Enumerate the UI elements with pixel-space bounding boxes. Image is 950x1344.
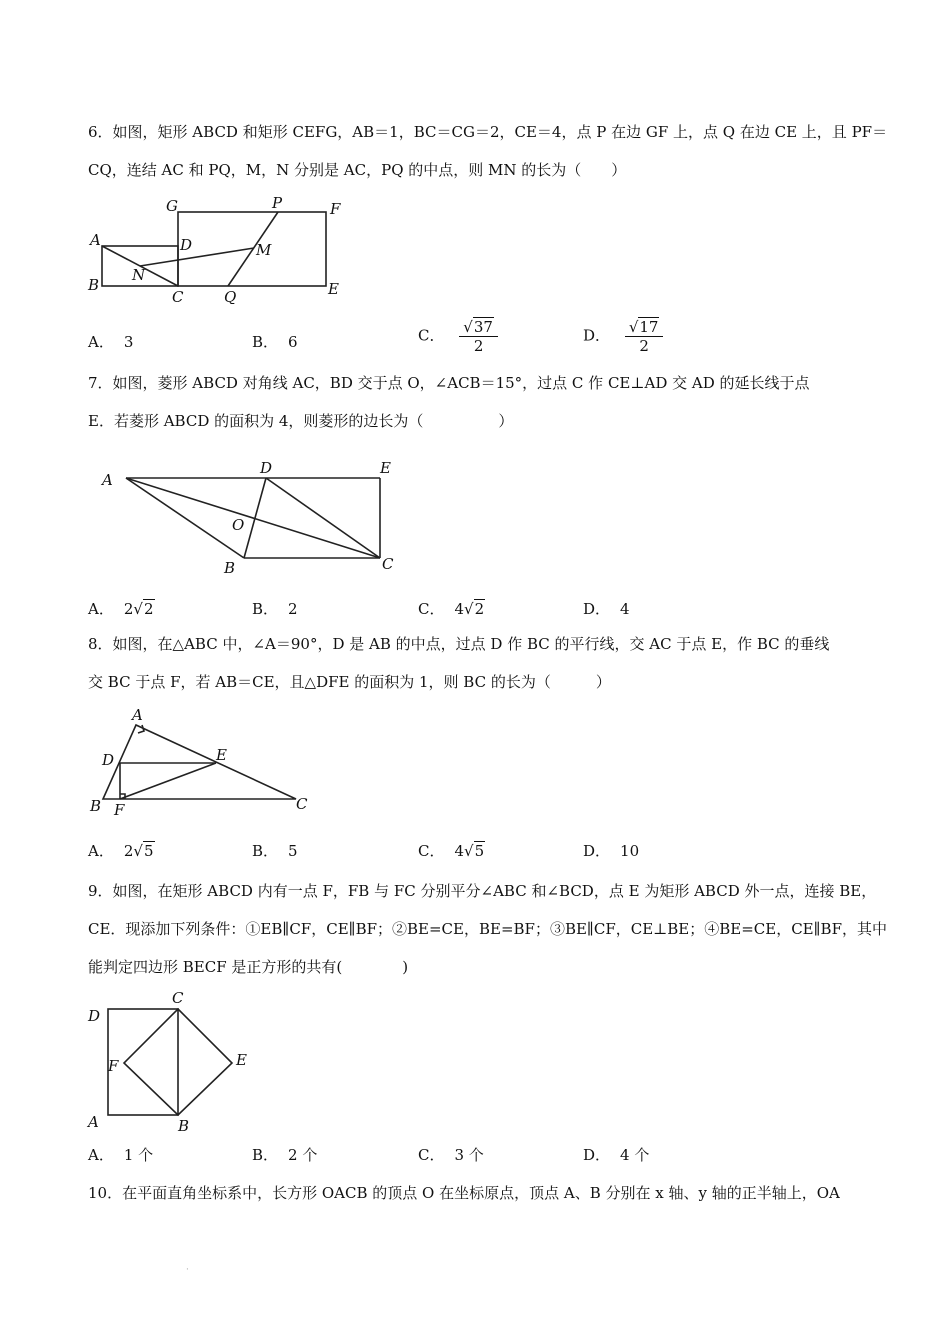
- q6-option-a[interactable]: A． 3: [88, 333, 134, 351]
- q6-option-c[interactable]: C． $\frac{√37}{2}$: [418, 318, 498, 355]
- q9-line2: CE．现添加下列条件：①EB∥CF，CE∥BF；②BE=CE，BE=BF；③BE∥CF，CE⊥BE；④BE=CE，CE∥BF，其中: [88, 920, 887, 938]
- label-f: F: [108, 1057, 119, 1075]
- label-d: D: [180, 236, 193, 254]
- label-b: B: [90, 797, 102, 815]
- label-f: F: [114, 801, 125, 817]
- label-b: B: [224, 559, 236, 577]
- label-d: D: [260, 459, 273, 477]
- label-a: A: [132, 706, 143, 724]
- q8-line2: 交 BC 于点 F，若 AB＝CE，且△DFE 的面积为 1，则 BC 的长为（ ）: [88, 673, 611, 691]
- q6-figure: [86, 192, 356, 304]
- label-f: F: [330, 200, 341, 218]
- q9-option-d[interactable]: D． 4 个: [583, 1146, 650, 1164]
- q8-option-b[interactable]: B． 5: [252, 842, 298, 860]
- label-d: D: [102, 751, 115, 769]
- rect-abcd: [108, 1009, 178, 1115]
- q6-option-b[interactable]: B． 6: [252, 333, 298, 351]
- label-c: C: [172, 288, 184, 304]
- q7-option-d[interactable]: D． 4: [583, 600, 630, 618]
- label-n: N: [132, 266, 146, 284]
- q7-line1: 7．如图，菱形 ABCD 对角线 AC，BD 交于点 O，∠ACB＝15°，过点 C 作 CE⊥AD 交 AD 的延长线于点: [88, 374, 810, 392]
- label-e: E: [328, 280, 339, 298]
- q9-option-a[interactable]: A． 1 个: [88, 1146, 154, 1164]
- segment-ac: [126, 478, 380, 558]
- q8-option-a[interactable]: A． 2√5: [88, 842, 154, 860]
- label-e: E: [380, 459, 391, 477]
- segment-ab: [126, 478, 244, 558]
- label-c: C: [382, 555, 394, 573]
- segment-fe: [120, 763, 216, 799]
- footer-mark: ·: [186, 1265, 189, 1275]
- q9-line1: 9．如图，在矩形 ABCD 内有一点 F，FB 与 FC 分别平分∠ABC 和∠BCD，点 E 为矩形 ABCD 外一点，连接 BE，: [88, 882, 877, 900]
- q8-figure: [86, 705, 326, 817]
- q6-option-d[interactable]: D． $\frac{√17}{2}$: [583, 318, 663, 355]
- label-c: C: [172, 989, 184, 1007]
- segment-mn: [140, 248, 254, 266]
- q7-figure: [96, 455, 406, 580]
- label-a: A: [90, 231, 101, 249]
- label-g: G: [166, 197, 178, 215]
- q9-line3: 能判定四边形 BECF 是正方形的共有( ): [88, 958, 409, 976]
- label-p: P: [272, 194, 283, 212]
- label-b: B: [88, 276, 100, 294]
- segment-dc: [266, 478, 380, 558]
- label-q: Q: [224, 288, 237, 304]
- q6-line1: 6．如图，矩形 ABCD 和矩形 CEFG，AB＝1，BC＝CG＝2，CE＝4，点 P 在边 GF 上，点 Q 在边 CE 上，且 PF＝: [88, 123, 888, 141]
- triangle-abc: [103, 725, 296, 799]
- q8-line1: 8．如图，在△ABC 中，∠A＝90°，D 是 AB 的中点，过点 D 作 BC 的平行线，交 AC 于点 E，作 BC 的垂线: [88, 635, 830, 653]
- label-a: A: [88, 1113, 99, 1131]
- fraction: $\frac{√17}{2}$: [625, 318, 664, 355]
- q7-option-b[interactable]: B． 2: [252, 600, 298, 618]
- segment-bd: [244, 478, 266, 558]
- q9-option-b[interactable]: B． 2 个: [252, 1146, 318, 1164]
- q8-option-d[interactable]: D． 10: [583, 842, 640, 860]
- label-o: O: [232, 516, 245, 534]
- q8-option-c[interactable]: C． 4√5: [418, 842, 485, 860]
- q10-line1: 10．在平面直角坐标系中，长方形 OACB 的顶点 O 在坐标原点，顶点 A、B 分别在 x 轴、y 轴的正半轴上，OA: [88, 1184, 840, 1202]
- q7-option-a[interactable]: A． 2√2: [88, 600, 154, 618]
- label-e: E: [216, 746, 227, 764]
- label-m: M: [256, 241, 272, 259]
- label-c: C: [296, 795, 308, 813]
- q7-line2: E．若菱形 ABCD 的面积为 4，则菱形的边长为（ ）: [88, 412, 514, 430]
- label-e: E: [236, 1051, 247, 1069]
- label-d: D: [88, 1007, 101, 1025]
- q7-option-c[interactable]: C． 4√2: [418, 600, 485, 618]
- label-b: B: [178, 1117, 190, 1135]
- label-a: A: [102, 471, 113, 489]
- q6-line2: CQ，连结 AC 和 PQ，M，N 分别是 AC，PQ 的中点，则 MN 的长为（ ）: [88, 161, 627, 179]
- q9-option-c[interactable]: C． 3 个: [418, 1146, 484, 1164]
- fraction: $\frac{√37}{2}$: [459, 318, 498, 355]
- q9-figure: [84, 985, 264, 1135]
